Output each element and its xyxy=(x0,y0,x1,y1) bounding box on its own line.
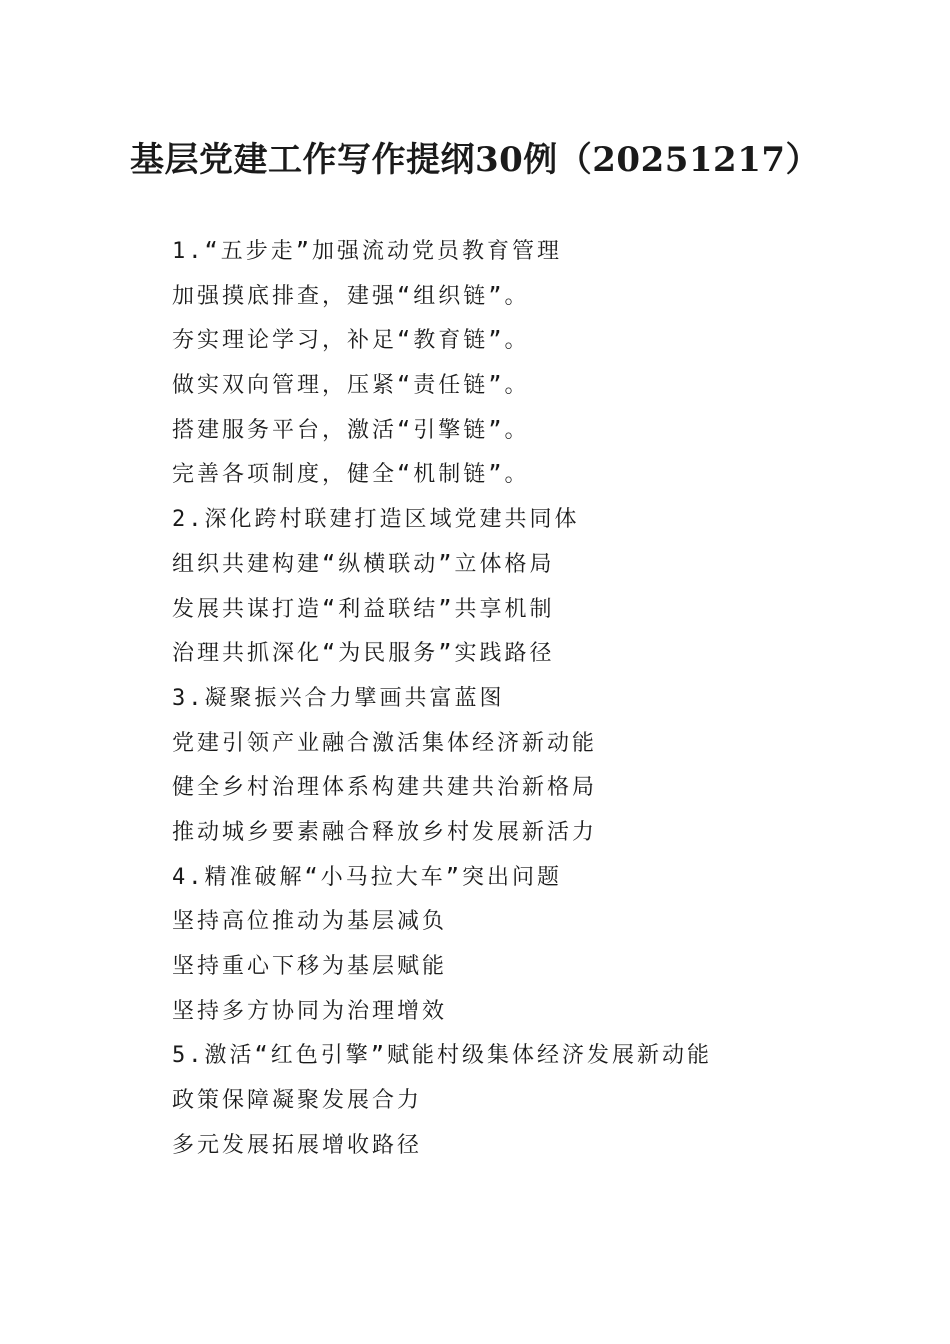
outline-heading-4: 4.精准破解“小马拉大车”突出问题 xyxy=(172,864,562,890)
outline-item: 组织共建构建“纵横联动”立体格局 xyxy=(172,551,555,577)
outline-heading-3: 3.凝聚振兴合力擘画共富蓝图 xyxy=(172,685,505,711)
outline-item: 多元发展拓展增收路径 xyxy=(172,1132,423,1158)
outline-item: 治理共抓深化“为民服务”实践路径 xyxy=(172,641,555,667)
outline-item: 做实双向管理，压紧“责任链”。 xyxy=(172,373,530,399)
outline-heading-5: 5.激活“红色引擎”赋能村级集体经济发展新动能 xyxy=(172,1043,712,1069)
outline-item: 党建引领产业融合激活集体经济新动能 xyxy=(172,730,598,756)
outline-item: 搭建服务平台，激活“引擎链”。 xyxy=(172,417,530,443)
document-title: 基层党建工作写作提纲30例（20251217） xyxy=(129,140,821,180)
outline-item: 健全乡村治理体系构建共建共治新格局 xyxy=(172,775,598,801)
outline-item: 坚持高位推动为基层减负 xyxy=(172,909,448,935)
outline-item: 推动城乡要素融合释放乡村发展新活力 xyxy=(172,819,598,845)
outline-item: 坚持多方协同为治理增效 xyxy=(172,998,448,1024)
outline-item: 发展共谋打造“利益联结”共享机制 xyxy=(172,596,555,622)
outline-item: 夯实理论学习，补足“教育链”。 xyxy=(172,328,530,354)
outline-heading-2: 2.深化跨村联建打造区域党建共同体 xyxy=(172,507,580,533)
outline-item: 政策保障凝聚发展合力 xyxy=(172,1088,423,1114)
outline-item: 加强摸底排查，建强“组织链”。 xyxy=(172,283,530,309)
outline-item: 完善各项制度，健全“机制链”。 xyxy=(172,462,530,488)
outline-item: 坚持重心下移为基层赋能 xyxy=(172,954,448,979)
outline-heading-1: 1.“五步走”加强流动党员教育管理 xyxy=(172,239,562,264)
outline-list xyxy=(172,230,872,1168)
